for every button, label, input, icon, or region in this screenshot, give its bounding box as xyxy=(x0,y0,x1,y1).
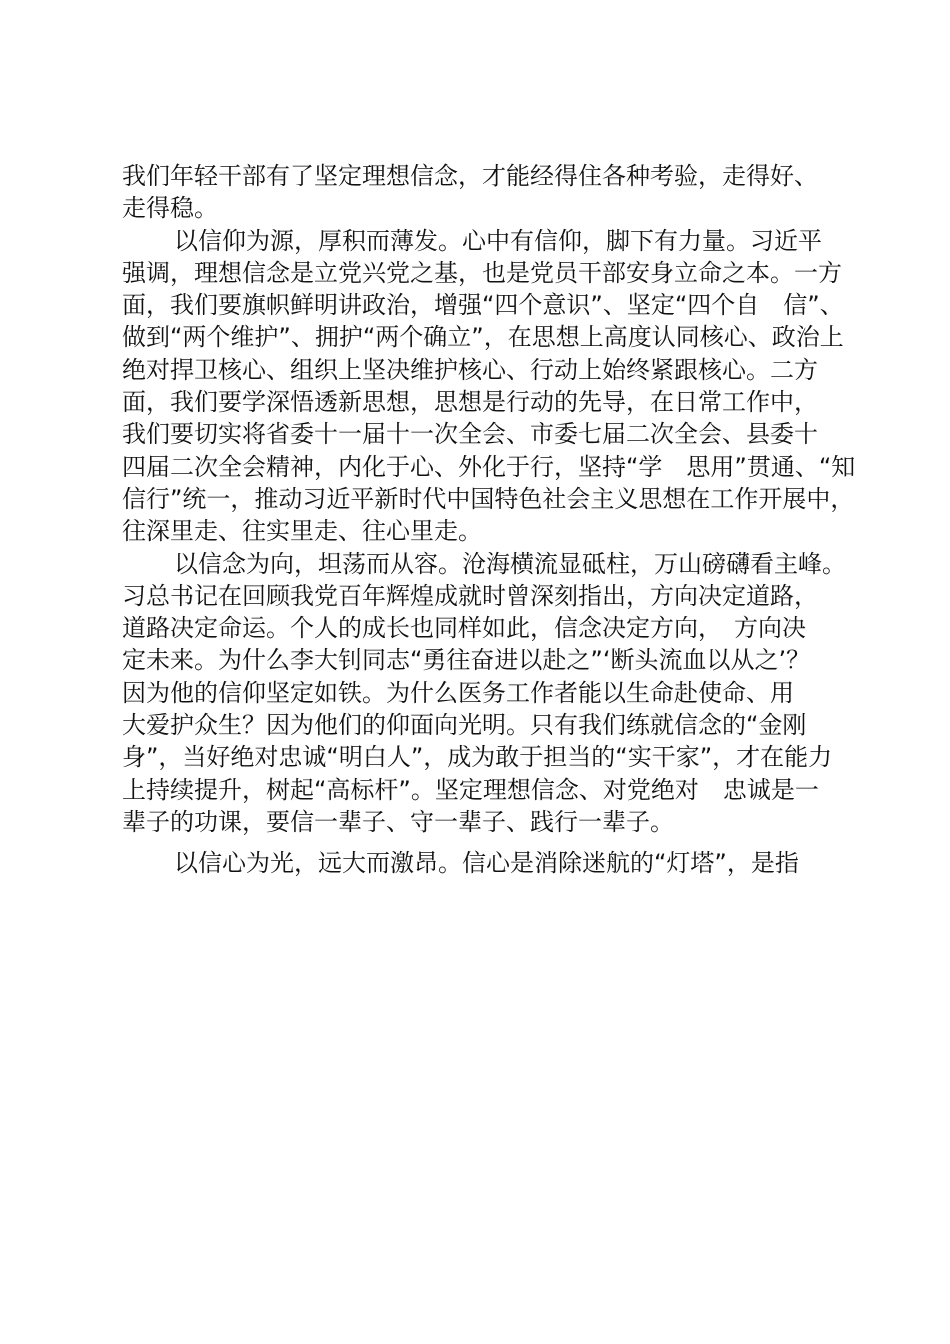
text-line: 定未来。为什么李大钊同志“勇往奋进以赴之”‘断头流血以从之’？ xyxy=(122,646,811,675)
text-line: 辈子的功课，要信一辈子、守一辈子、践行一辈子。 xyxy=(122,807,674,836)
text-line: 因为他的信仰坚定如铁。为什么医务工作者能以生命赴使命、用 xyxy=(122,678,794,707)
text-line: 面，我们要学深悟透新思想，思想是行动的先导，在日常工作中， xyxy=(122,388,818,417)
text-line: 信行”统一，推动习近平新时代中国特色社会主义思想在工作开展中， xyxy=(122,484,855,513)
text-line: 面，我们要旗帜鲜明讲政治，增强“四个意识”、坚定“四个自 信”、 xyxy=(122,291,844,320)
text-line: 走得稳。 xyxy=(122,194,218,223)
text-line: 大爱护众生？因为他们的仰面向光明。只有我们练就信念的“金刚 xyxy=(122,711,807,740)
text-line: 习总书记在回顾我党百年辉煌成就时曾深刻指出，方向决定道路， xyxy=(122,581,818,610)
text-line: 强调，理想信念是立党兴党之基，也是党员干部安身立命之本。一方 xyxy=(122,258,842,287)
paragraph-start-line: 以信心为光，远大而激昂。信心是消除迷航的“灯塔”，是指 xyxy=(174,849,799,878)
text-line: 我们年轻干部有了坚定理想信念，才能经得住各种考验，走得好、 xyxy=(122,162,818,190)
text-line: 往深里走、往实里走、往心里走。 xyxy=(122,517,482,546)
paragraph-gap xyxy=(122,838,862,847)
paragraph-start-line: 以信仰为源，厚积而薄发。心中有信仰，脚下有力量。习近平 xyxy=(174,226,822,255)
body-text xyxy=(122,160,862,880)
text-line: 道路决定命运。个人的成长也同样如此，信念决定方向， 方向决 xyxy=(122,614,806,643)
text-line: 我们要切实将省委十一届十一次全会、市委七届二次全会、县委十 xyxy=(122,420,818,449)
text-line: 四届二次全会精神，内化于心、外化于行，坚持“学 思用”贯通、“知 xyxy=(122,452,856,481)
text-line: 上持续提升，树起“高标杆”。坚定理想信念、对党绝对 忠诚是一 xyxy=(122,775,819,804)
text-line: 做到“两个维护”、拥护“两个确立”，在思想上高度认同核心、政治上 xyxy=(122,323,844,352)
text-line: 身”，当好绝对忠诚“明白人”，成为敢于担当的“实干家”，才在能力 xyxy=(122,743,833,772)
paragraph-start-line: 以信念为向，坦荡而从容。沧海横流显砥柱，万山磅礴看主峰。 xyxy=(174,549,846,578)
text-line: 绝对捍卫核心、组织上坚决维护核心、行动上始终紧跟核心。二方 xyxy=(122,355,818,384)
